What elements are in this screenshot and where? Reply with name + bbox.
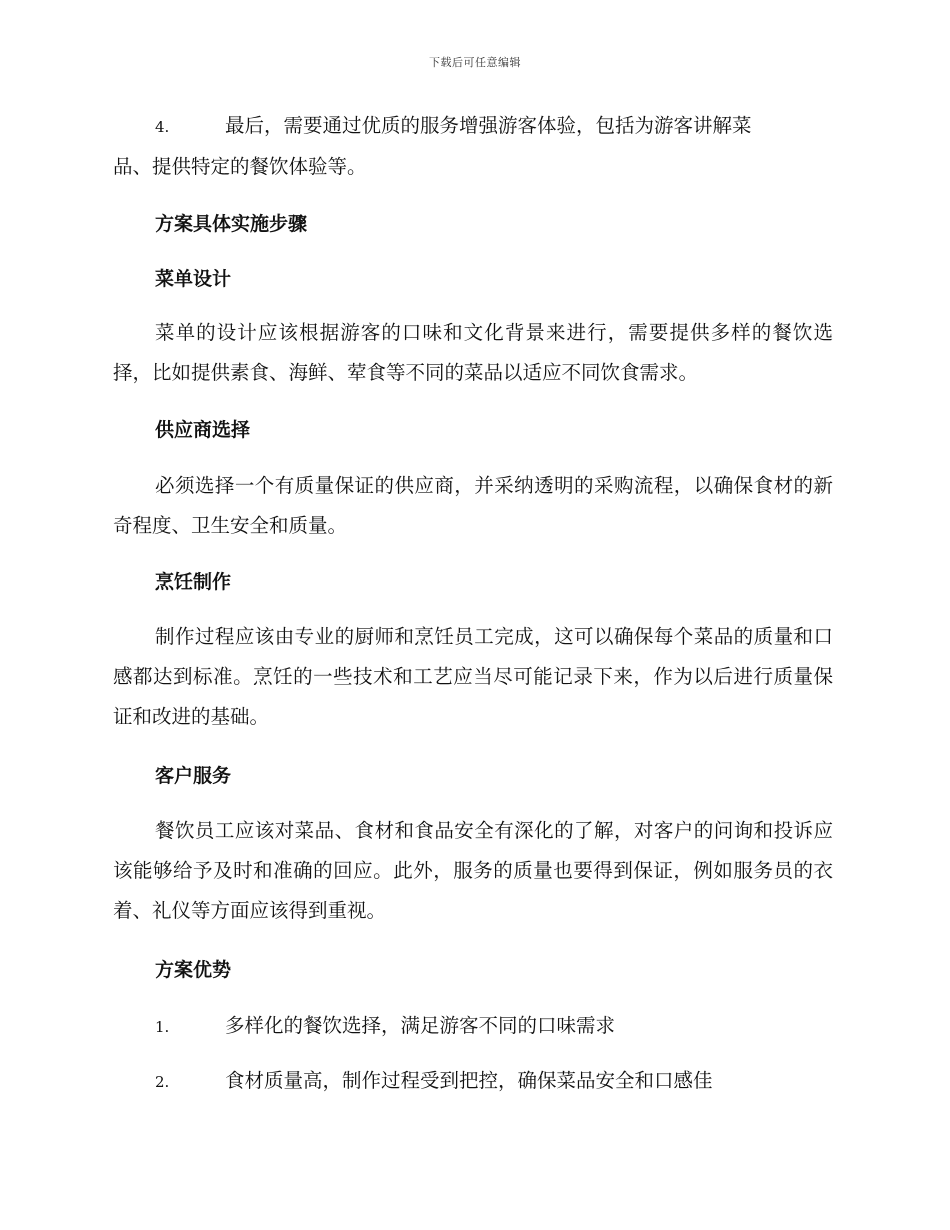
paragraph-menu: 菜单的设计应该根据游客的口味和文化背景来进行，需要提供多样的餐饮选择，比如提供素食、海鲜、荤食等不同的菜品以适应不同饮食需求。 bbox=[113, 321, 833, 384]
list-text-line1: 最后，需要通过优质的服务增强游客体验，包括为游客讲解菜 bbox=[225, 114, 752, 137]
page-header: 下载后可任意编辑 bbox=[429, 56, 521, 69]
paragraph-cooking: 制作过程应该由专业的厨师和烹饪员工完成，这可以确保每个菜品的质量和口感都达到标准。烹饪的一些技术和工艺应当尽可能记录下来，作为以后进行质量保证和改进的基础。 bbox=[113, 625, 833, 728]
advantage-item-1 bbox=[155, 1006, 615, 1047]
list-number: 1. bbox=[155, 1018, 170, 1036]
section-heading-supplier: 供应商选择 bbox=[155, 419, 251, 441]
paragraph-service: 餐饮员工应该对菜品、食材和食品安全有深化的了解，对客户的问询和投诉应该能够给予及时和准确的回应。此外，服务的质量也要得到保证，例如服务员的衣着、礼仪等方面应该得到重视。 bbox=[113, 819, 833, 922]
section-heading-cooking: 烹饪制作 bbox=[155, 571, 232, 593]
list-text: 多样化的餐饮选择，满足游客不同的口味需求 bbox=[225, 1014, 616, 1037]
section-heading-menu: 菜单设计 bbox=[155, 268, 232, 290]
section-heading-service: 客户服务 bbox=[155, 765, 232, 787]
section-heading-implementation: 方案具体实施步骤 bbox=[155, 213, 308, 235]
list-text-line2: 品、提供特定的餐饮体验等。 bbox=[113, 155, 367, 178]
list-number: 4. bbox=[155, 118, 170, 136]
paragraph-supplier: 必须选择一个有质量保证的供应商，并采纳透明的采购流程，以确保食材的新奇程度、卫生安全和质量。 bbox=[113, 474, 833, 537]
list-number: 2. bbox=[155, 1073, 170, 1091]
section-heading-advantages: 方案优势 bbox=[155, 959, 232, 981]
advantage-item-2 bbox=[155, 1061, 713, 1102]
list-text: 食材质量高，制作过程受到把控，确保菜品安全和口感佳 bbox=[225, 1069, 713, 1092]
list-item-4 bbox=[113, 106, 833, 187]
